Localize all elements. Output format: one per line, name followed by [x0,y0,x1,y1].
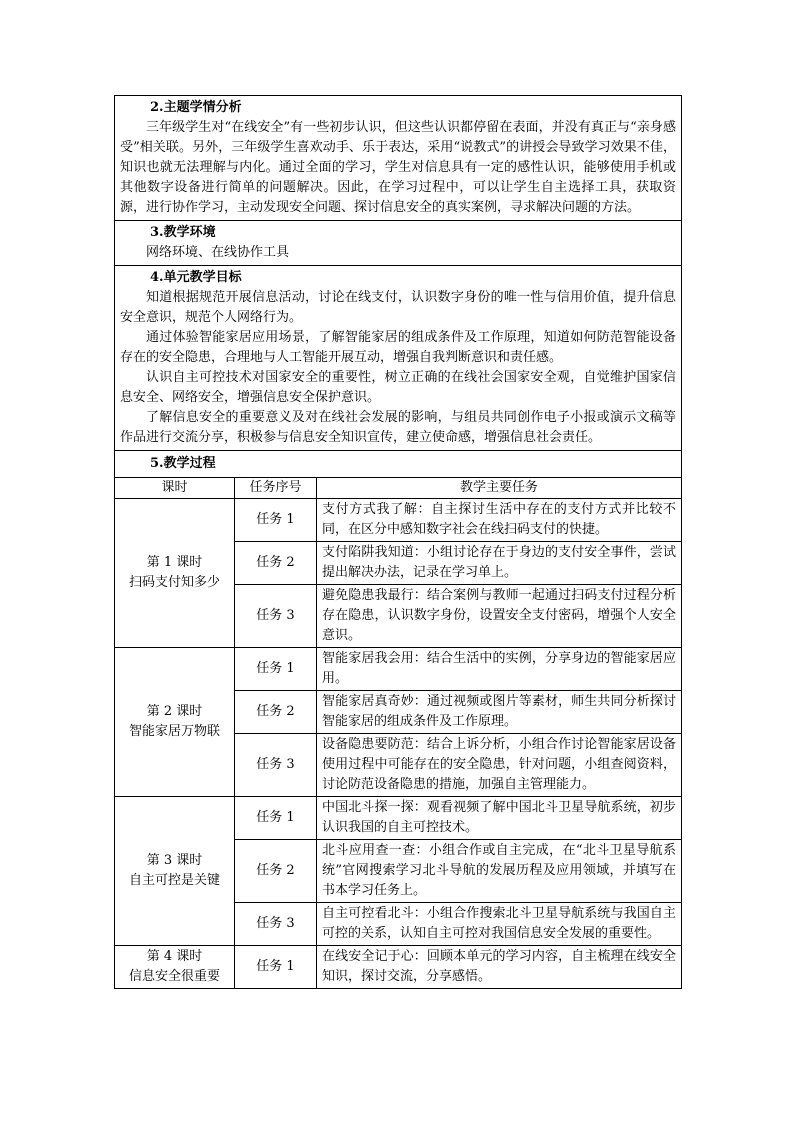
task-id: 任务 2 [235,691,317,734]
task-id: 任务 3 [235,734,317,797]
section-2-cell [115,96,682,221]
table-row [115,499,682,542]
section-4-cell [115,266,682,451]
section-3-cell [115,221,682,266]
task-description: 北斗应用查一查：小组合作或自主完成，在“北斗卫星导航系统”官网搜索学习北斗导航的发展历程及应用领域，并填写在书本学习任务上。 [317,840,682,903]
section-5-title: 5.教学过程 [150,456,216,471]
lesson-name: 第 2 课时 [146,704,203,719]
task-description: 中国北斗探一探：观看视频了解中国北斗卫星导航系统，初步认识我国的自主可控技术。 [317,797,682,840]
task-description: 自主可控看北斗：小组合作搜索北斗卫星导航系统与我国自主可控的关系，认知自主可控对我国信息安全发展的重要性。 [317,903,682,946]
task-id: 任务 2 [235,542,317,585]
section-2-title: 2.主题学情分析 [150,100,242,115]
task-description: 智能家居我会用：结合生活中的实例，分享身边的智能家居应用。 [317,648,682,691]
header-task-content: 教学主要任务 [317,478,682,499]
header-lesson: 课时 [115,478,235,499]
lesson-cell [115,648,235,797]
objective-paragraph: 了解信息安全的重要意义及对在线社会发展的影响，与组员共同创作电子小报或演示文稿等作品进行交流分享，积极参与信息安全知识宣传，建立使命感，增强信息社会责任。 [120,410,676,445]
lesson-name: 第 1 课时 [146,555,203,570]
lesson-cell [115,499,235,648]
task-description: 支付陷阱我知道：小组讨论存在于身边的支付安全事件，尝试提出解决办法，记录在学习单上。 [317,542,682,585]
task-description: 避免隐患我最行：结合案例与教师一起通过扫码支付过程分析存在隐患，认识数字身份，设置安全支付密码，增强个人安全意识。 [317,585,682,648]
lesson-topic: 信息安全很重要 [128,969,220,984]
section-4-title: 4.单元教学目标 [150,270,242,285]
lesson-plan-table [114,95,682,989]
objective-paragraph: 认识自主可控技术对国家安全的重要性，树立正确的在线社会国家安全观，自觉维护国家信息安全、网络安全，增强信息安全保护意识。 [120,370,676,405]
section-3-row [115,221,682,266]
task-description: 支付方式我了解：自主探讨生活中存在的支付方式并比较不同，在区分中感知数字社会在线扫码支付的快捷。 [317,499,682,542]
task-id: 任务 1 [235,946,317,989]
section-5-row [115,451,682,478]
lesson-topic: 自主可控是关键 [128,873,220,888]
header-task-id: 任务序号 [235,478,317,499]
objective-paragraph: 知道根据规范开展信息活动，讨论在线支付，认识数字身份的唯一性与信用价值，提升信息安全意识，规范个人网络行为。 [120,290,676,325]
task-id: 任务 1 [235,499,317,542]
lesson-cell [115,797,235,946]
table-row [115,797,682,840]
task-description: 智能家居真奇妙：通过视频或图片等素材，师生共同分析探讨智能家居的组成条件及工作原理。 [317,691,682,734]
lesson-name: 第 4 课时 [146,949,203,964]
task-description: 在线安全记于心：回顾本单元的学习内容，自主梳理在线安全知识，探讨交流，分享感悟。 [317,946,682,989]
section-3-paragraph: 网络环境、在线协作工具 [146,245,290,260]
task-id: 任务 3 [235,585,317,648]
task-id: 任务 2 [235,840,317,903]
section-5-cell [115,451,682,478]
table-header-row [115,478,682,499]
table-row [115,648,682,691]
task-id: 任务 1 [235,648,317,691]
section-3-title: 3.教学环境 [150,225,216,240]
section-2-row [115,96,682,221]
task-description: 设备隐患要防范：结合上诉分析，小组合作讨论智能家居设备使用过程中可能存在的安全隐患，针对问题，小组查阅资料，讨论防范设备隐患的措施，加强自主管理能力。 [317,734,682,797]
document-page [114,95,681,989]
lesson-topic: 智能家居万物联 [128,724,220,739]
lesson-topic: 扫码支付知多少 [128,575,220,590]
section-2-paragraph: 三年级学生对“在线安全”有一些初步认识，但这些认识都停留在表面，并没有真正与“亲身感受”相关联。另外，三年级学生喜欢动手、乐于表达，采用“说教式”的讲授会导致学习效果不佳，知识也就无法理解与内化。通过全面的学习，学生对信息具有一定的感性认识，能够使用手机或其他数字设备进行简单的问题解决。因此，在学习过程中，可以让学生自主选择工具，获取资源，进行协作学习，主动发现安全问题、探讨信息安全的真实案例，寻求解决问题的方法。 [120,120,676,215]
task-id: 任务 1 [235,797,317,840]
lesson-cell [115,946,235,989]
objective-paragraph: 通过体验智能家居应用场景，了解智能家居的组成条件及工作原理，知道如何防范智能设备存在的安全隐患，合理地与人工智能开展互动，增强自我判断意识和责任感。 [120,330,676,365]
task-id: 任务 3 [235,903,317,946]
lesson-name: 第 3 课时 [146,853,203,868]
table-row [115,946,682,989]
section-4-row [115,266,682,451]
